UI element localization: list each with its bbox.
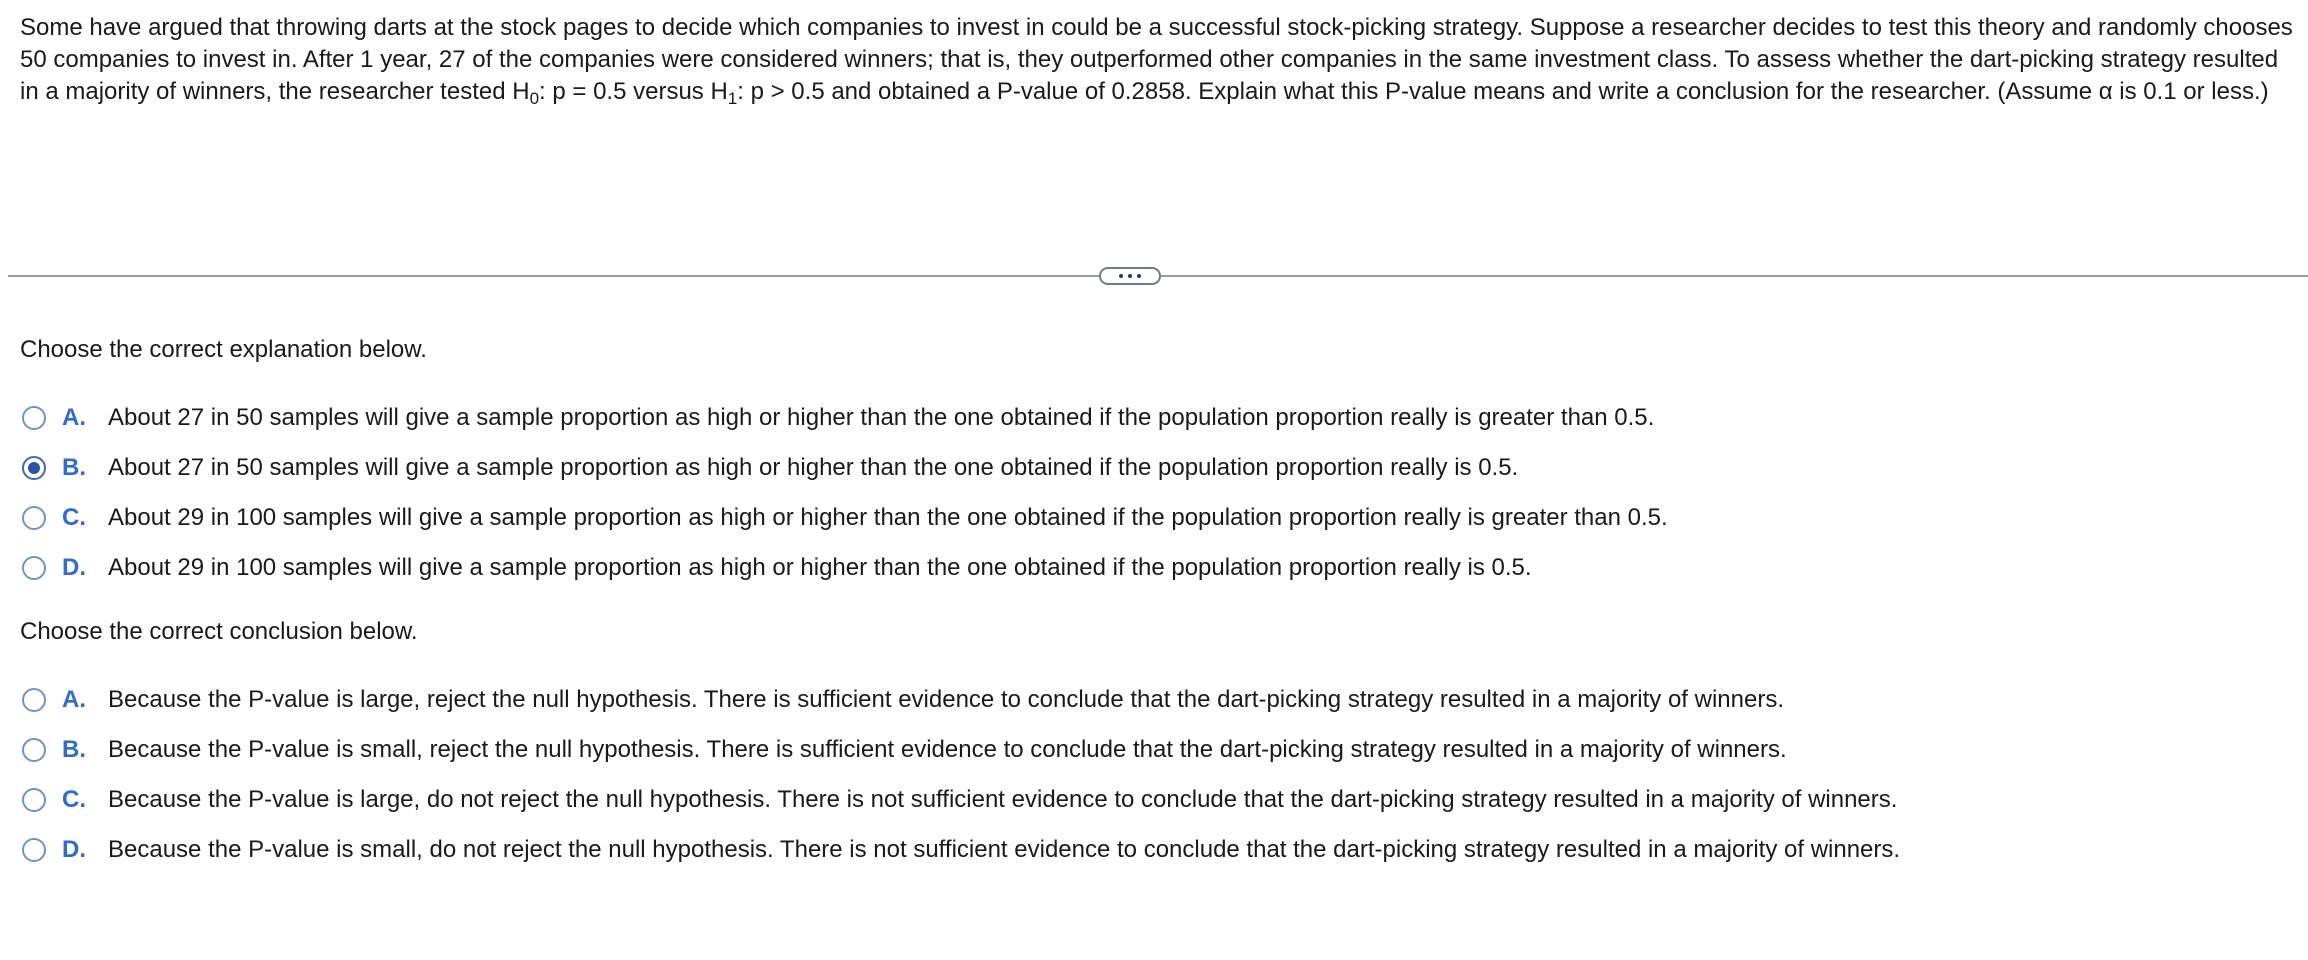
conclusion-option-b[interactable] [22, 734, 1787, 766]
h0-subscript: 0 [529, 89, 540, 108]
option-text: Because the P-value is small, reject the null hypothesis. There is sufficient evidence to conclude that the dart-picking strategy resulted in a majority of winners. [108, 736, 1787, 763]
expand-more-button[interactable] [1099, 267, 1161, 285]
option-text: Because the P-value is large, reject the null hypothesis. There is sufficient evidence to conclude that the dart-picking strategy resulted in a majority of winners. [108, 686, 1785, 713]
radio-button-icon[interactable] [22, 838, 46, 862]
conclusion-option-c[interactable] [22, 784, 1897, 816]
ellipsis-dot-icon [1119, 274, 1123, 278]
option-text: About 27 in 50 samples will give a sample proportion as high or higher than the one obtained if the population proportion really is greater than 0.5. [108, 404, 1655, 431]
option-text: Because the P-value is small, do not reject the null hypothesis. There is not sufficient evidence to conclude that the dart-picking strategy resulted in a majority of winners. [108, 836, 1901, 863]
option-letter: C. [62, 504, 86, 531]
explanation-option-a[interactable] [22, 402, 1654, 434]
ellipsis-dot-icon [1137, 274, 1141, 278]
conclusion-prompt: Choose the correct conclusion below. [20, 618, 418, 645]
radio-button-icon[interactable] [22, 556, 46, 580]
question-text [20, 12, 2295, 108]
ellipsis-dot-icon [1128, 274, 1132, 278]
question-text-part1: Some have argued that throwing darts at the stock pages to decide which companies to invest in could be a successful stock-picking strategy. Suppose a researcher decides to test this theory and randomly chooses 50 companies to invest in. After 1 year, 27 of the companies were considered winners; that is, they outperformed other companies in the same investment class. To assess whether the dart-picking strategy resulted in a majority of winners, the researcher tested H [20, 14, 2293, 105]
option-letter: C. [62, 786, 86, 813]
option-letter: B. [62, 454, 86, 481]
explanation-prompt: Choose the correct explanation below. [20, 336, 427, 363]
explanation-option-d[interactable] [22, 552, 1532, 584]
option-letter: A. [62, 686, 86, 713]
option-text: Because the P-value is large, do not reject the null hypothesis. There is not sufficient evidence to conclude that the dart-picking strategy resulted in a majority of winners. [108, 786, 1898, 813]
conclusion-option-d[interactable] [22, 834, 1900, 866]
radio-button-icon[interactable] [22, 688, 46, 712]
radio-button-icon[interactable] [22, 406, 46, 430]
option-letter: B. [62, 736, 86, 763]
option-text: About 27 in 50 samples will give a sample proportion as high or higher than the one obtained if the population proportion really is 0.5. [108, 454, 1519, 481]
radio-button-icon[interactable] [22, 738, 46, 762]
option-letter: A. [62, 404, 86, 431]
option-letter: D. [62, 836, 86, 863]
h1-subscript: 1 [727, 89, 738, 108]
question-text-part3: : p > 0.5 and obtained a P-value of 0.2858. Explain what this P-value means and write a conclusion for the researcher. (Assume α is 0.1 or less.) [737, 78, 2269, 105]
radio-button-icon[interactable] [22, 506, 46, 530]
option-text: About 29 in 100 samples will give a sample proportion as high or higher than the one obtained if the population proportion really is greater than 0.5. [108, 504, 1668, 531]
explanation-option-b[interactable] [22, 452, 1518, 484]
question-text-part2: : p = 0.5 versus H [539, 78, 728, 105]
option-letter: D. [62, 554, 86, 581]
radio-button-icon[interactable] [22, 788, 46, 812]
explanation-option-c[interactable] [22, 502, 1668, 534]
conclusion-option-a[interactable] [22, 684, 1784, 716]
option-text: About 29 in 100 samples will give a sample proportion as high or higher than the one obtained if the population proportion really is 0.5. [108, 554, 1532, 581]
radio-button-selected-icon[interactable] [22, 456, 46, 480]
